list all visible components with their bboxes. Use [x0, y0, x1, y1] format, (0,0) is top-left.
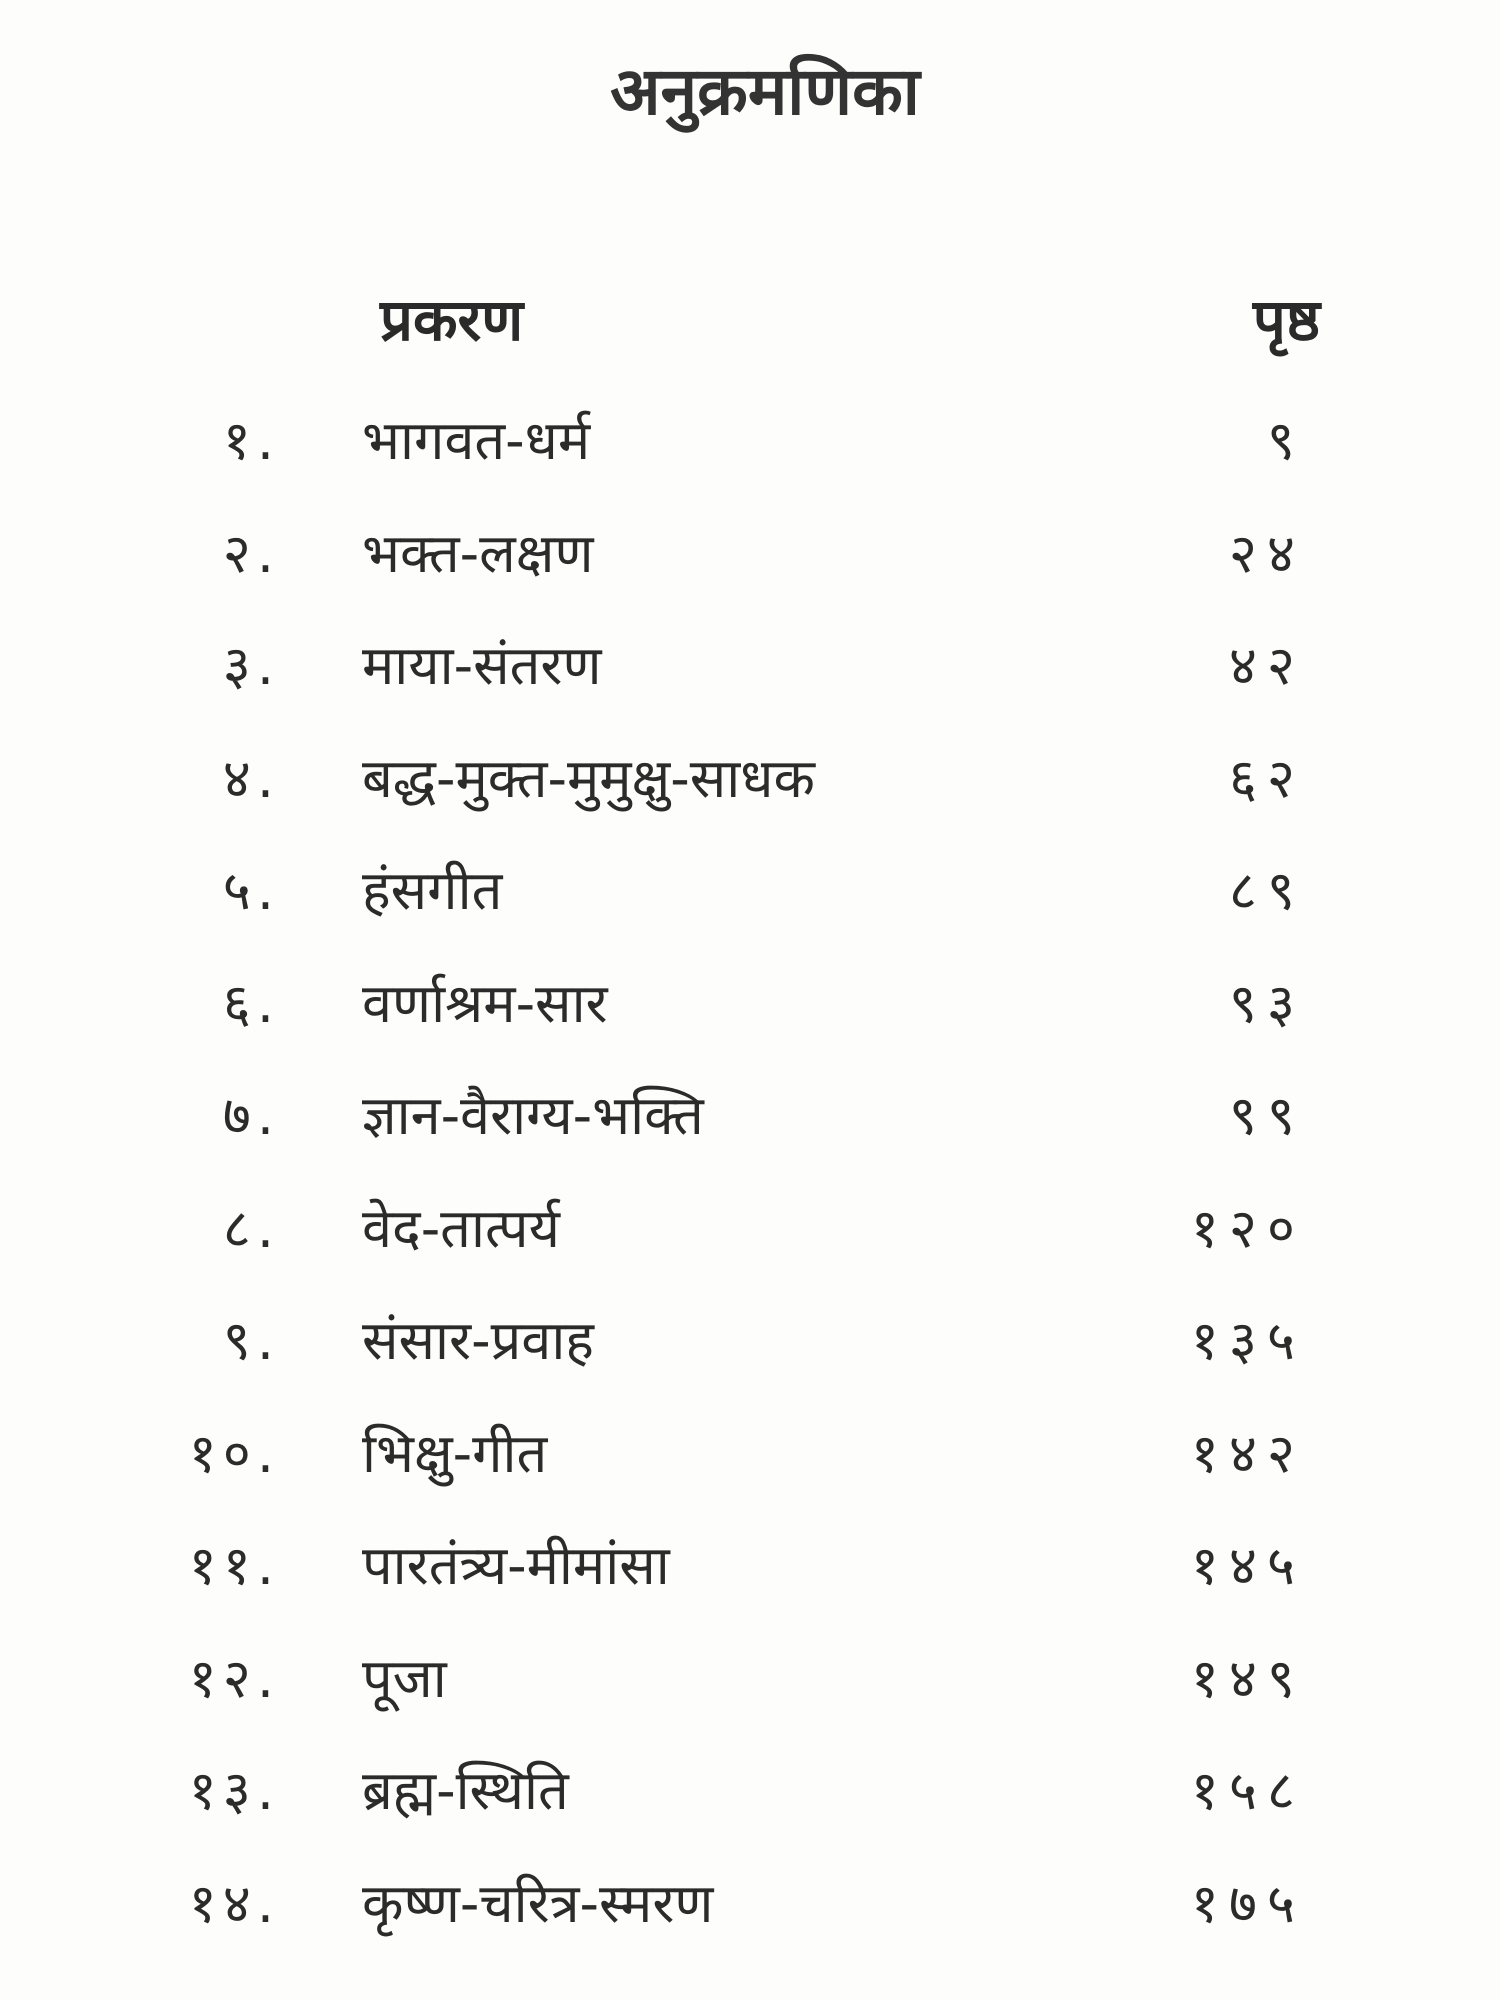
chapter-title: बद्ध-मुक्त-मुमुक्षु-साधक	[362, 746, 815, 810]
toc-entry[interactable]	[0, 385, 1500, 498]
chapter-number: ३.	[222, 634, 280, 697]
chapter-title: भिक्षु-गीत	[362, 1421, 548, 1485]
toc-entry[interactable]	[0, 835, 1500, 948]
page-number: १३५	[1190, 1309, 1305, 1372]
chapter-column-header: प्रकरण	[380, 286, 524, 354]
page-number: १४९	[1190, 1646, 1305, 1710]
toc-entry[interactable]	[0, 1848, 1500, 1961]
page-title: अनुक्रमणिका	[610, 53, 920, 130]
chapter-title: वर्णाश्रम-सार	[362, 971, 608, 1035]
toc-entry[interactable]	[0, 1510, 1500, 1623]
page-number: ९	[1266, 409, 1305, 472]
page-number: १४५	[1190, 1534, 1305, 1597]
chapter-title: माया-संतरण	[362, 634, 602, 697]
page-number: २४	[1228, 521, 1305, 585]
toc-entry[interactable]	[0, 1060, 1500, 1173]
page-number: ९३	[1228, 971, 1305, 1035]
chapter-number: २.	[222, 521, 280, 585]
chapter-title: ब्रह्म-स्थिति	[362, 1759, 569, 1822]
chapter-number: ४.	[222, 746, 280, 810]
page-number: ४२	[1228, 634, 1305, 697]
chapter-title: भक्त-लक्षण	[362, 521, 594, 585]
toc-entry[interactable]	[0, 1398, 1500, 1511]
toc-entry[interactable]	[0, 948, 1500, 1061]
toc-header-row	[0, 275, 1500, 365]
toc-entry[interactable]	[0, 723, 1500, 836]
chapter-title: कृष्ण-चरित्र-स्मरण	[362, 1871, 714, 1935]
chapter-number: १.	[222, 409, 280, 472]
page-number: ८९	[1228, 859, 1305, 922]
chapter-number: ९.	[222, 1309, 280, 1372]
page-column-header: पृष्ठ	[1252, 286, 1320, 354]
chapter-title: संसार-प्रवाह	[362, 1309, 594, 1372]
chapter-number: ७.	[222, 1084, 280, 1147]
chapter-number: ६.	[222, 971, 280, 1035]
page-number: १५८	[1190, 1759, 1305, 1822]
chapter-title: पूजा	[362, 1646, 447, 1710]
chapter-number: १४.	[188, 1871, 280, 1935]
chapter-number: ८.	[222, 1196, 280, 1260]
page-number: ९९	[1228, 1084, 1305, 1147]
toc-entry[interactable]	[0, 1173, 1500, 1286]
toc-entry[interactable]	[0, 610, 1500, 723]
toc-entry[interactable]	[0, 1623, 1500, 1736]
page-number: ६२	[1228, 746, 1305, 810]
toc-entry[interactable]	[0, 498, 1500, 611]
toc-entry[interactable]	[0, 1735, 1500, 1848]
chapter-number: ११.	[188, 1534, 280, 1597]
toc-entry[interactable]	[0, 1285, 1500, 1398]
chapter-title: वेद-तात्पर्य	[362, 1196, 560, 1260]
page-number: १४२	[1190, 1421, 1305, 1485]
page-number: १२०	[1190, 1196, 1305, 1260]
chapter-title: ज्ञान-वैराग्य-भक्ति	[362, 1084, 704, 1147]
chapter-number: १३.	[188, 1759, 280, 1822]
chapter-title: भागवत-धर्म	[362, 409, 591, 472]
page-number: १७५	[1190, 1871, 1305, 1935]
chapter-number: १२.	[188, 1646, 280, 1710]
chapter-title: हंसगीत	[362, 859, 503, 922]
chapter-number: ५.	[222, 859, 280, 922]
chapter-number: १०.	[188, 1421, 280, 1485]
chapter-title: पारतंत्र्य-मीमांसा	[362, 1534, 670, 1597]
toc-list	[0, 385, 1500, 1960]
